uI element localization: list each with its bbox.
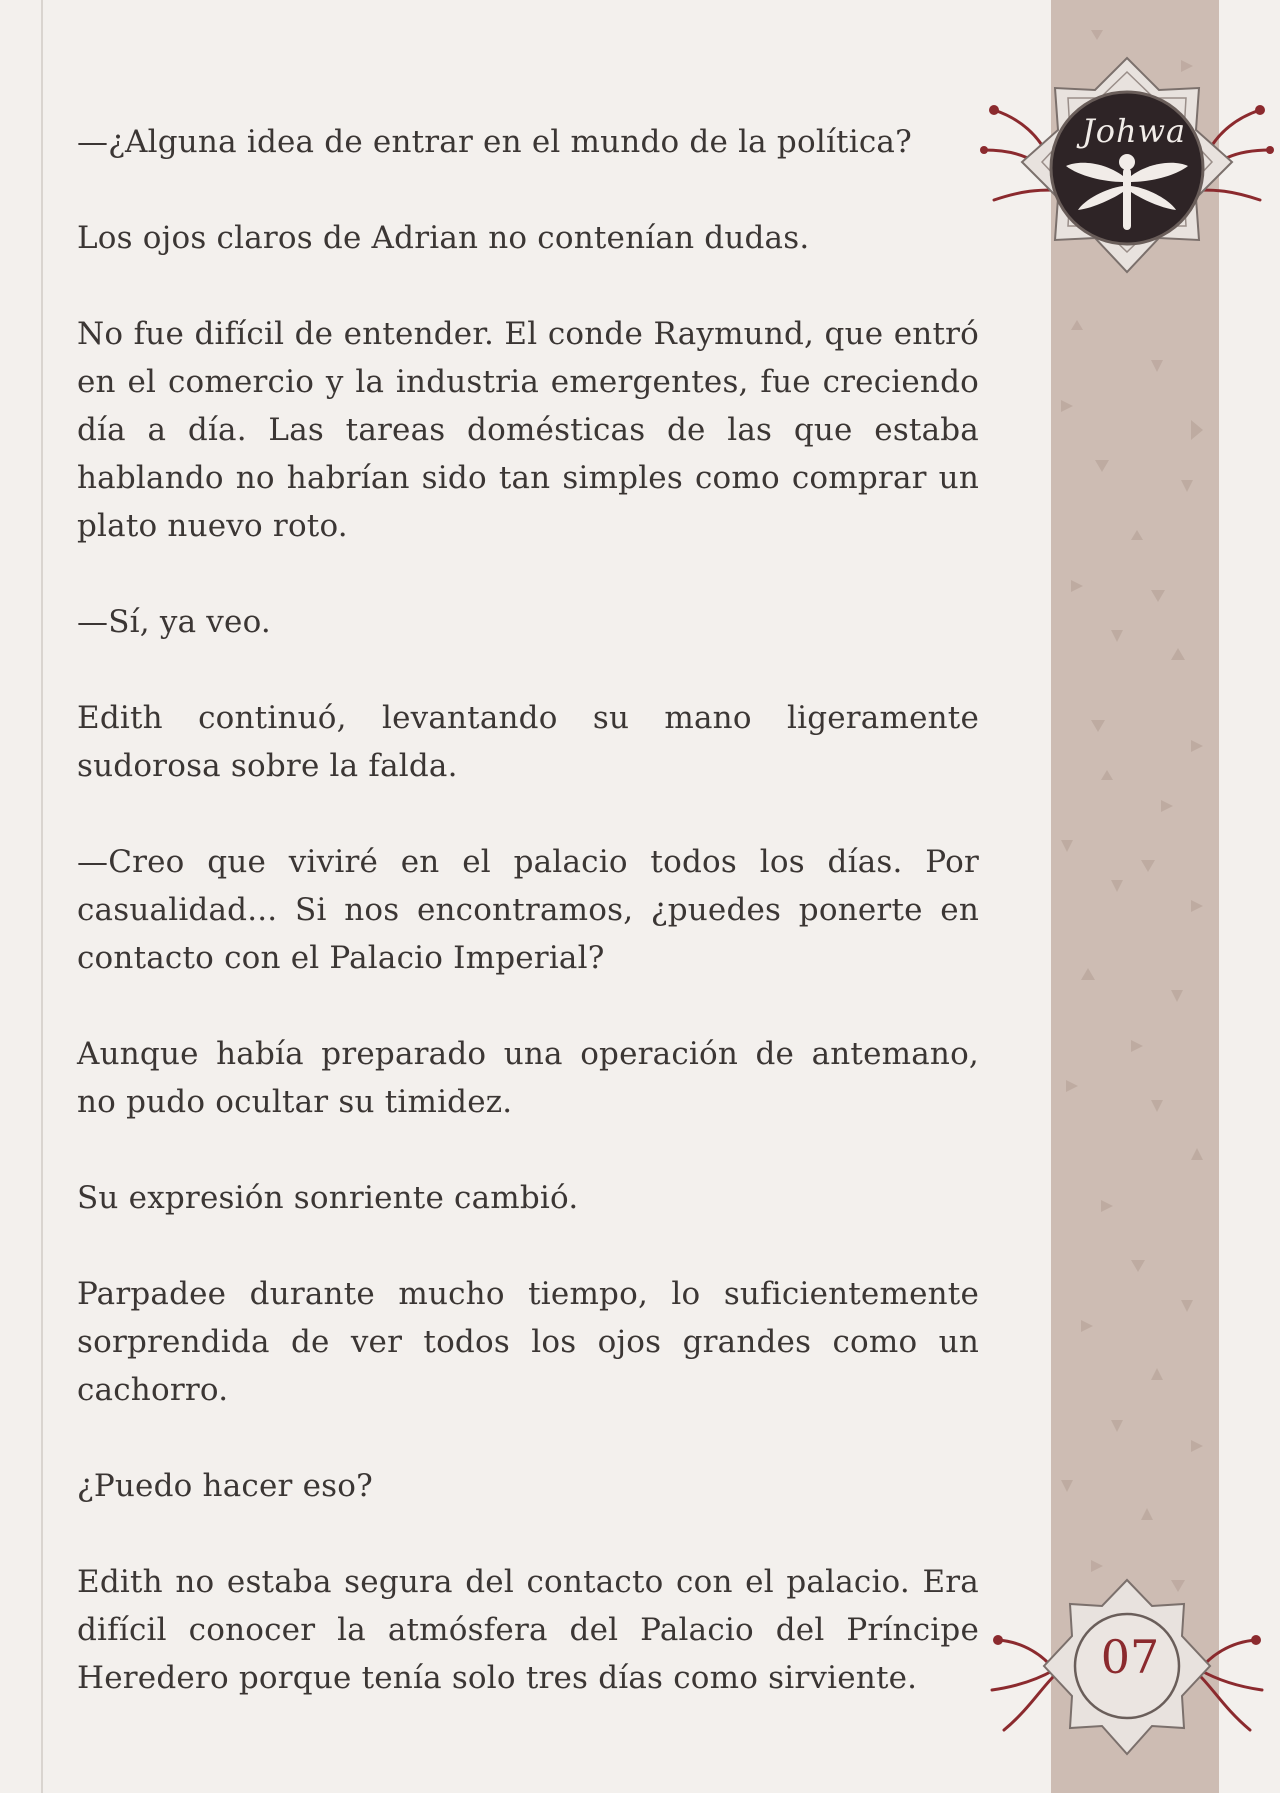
paragraph: No fue difícil de entender. El conde Raymund, que entró en el comercio y la industria emergentes, fue creciendo día a día. Las tareas domésticas de las que estaba hablando no habrían sido tan simples como comprar un plato nuevo roto. [77, 316, 979, 544]
paragraph: Parpadee durante mucho tiempo, lo suficientemente sorprendida de ver todos los ojos grandes como un cachorro. [77, 1276, 979, 1408]
paragraph: ¿Puedo hacer eso? [77, 1468, 373, 1504]
paragraph: —Sí, ya veo. [77, 604, 271, 640]
page-number: 07 [1100, 1630, 1160, 1684]
paragraph: Edith continuó, levantando su mano ligeramente sudorosa sobre la falda. [77, 700, 979, 784]
paragraph: Su expresión sonriente cambió. [77, 1180, 579, 1216]
paragraph: Edith no estaba segura del contacto con el palacio. Era difícil conocer la atmósfera del Palacio del Príncipe Heredero porque tenía solo tres días como sirviente. [77, 1564, 979, 1696]
page-margin-line [41, 0, 43, 1793]
logo-text: Johwa [1081, 112, 1187, 150]
paragraph: —¿Alguna idea de entrar en el mundo de la política? [77, 124, 912, 160]
page-body [77, 118, 979, 1750]
logo-emblem [974, 50, 1280, 320]
paragraph: —Creo que viviré en el palacio todos los días. Por casualidad... Si nos encontramos, ¿puedes ponerte en contacto con el Palacio Imperial? [77, 844, 979, 976]
paragraph: Los ojos claros de Adrian no contenían dudas. [77, 220, 810, 256]
paragraph: Aunque había preparado una operación de antemano, no pudo ocultar su timidez. [77, 1036, 979, 1120]
